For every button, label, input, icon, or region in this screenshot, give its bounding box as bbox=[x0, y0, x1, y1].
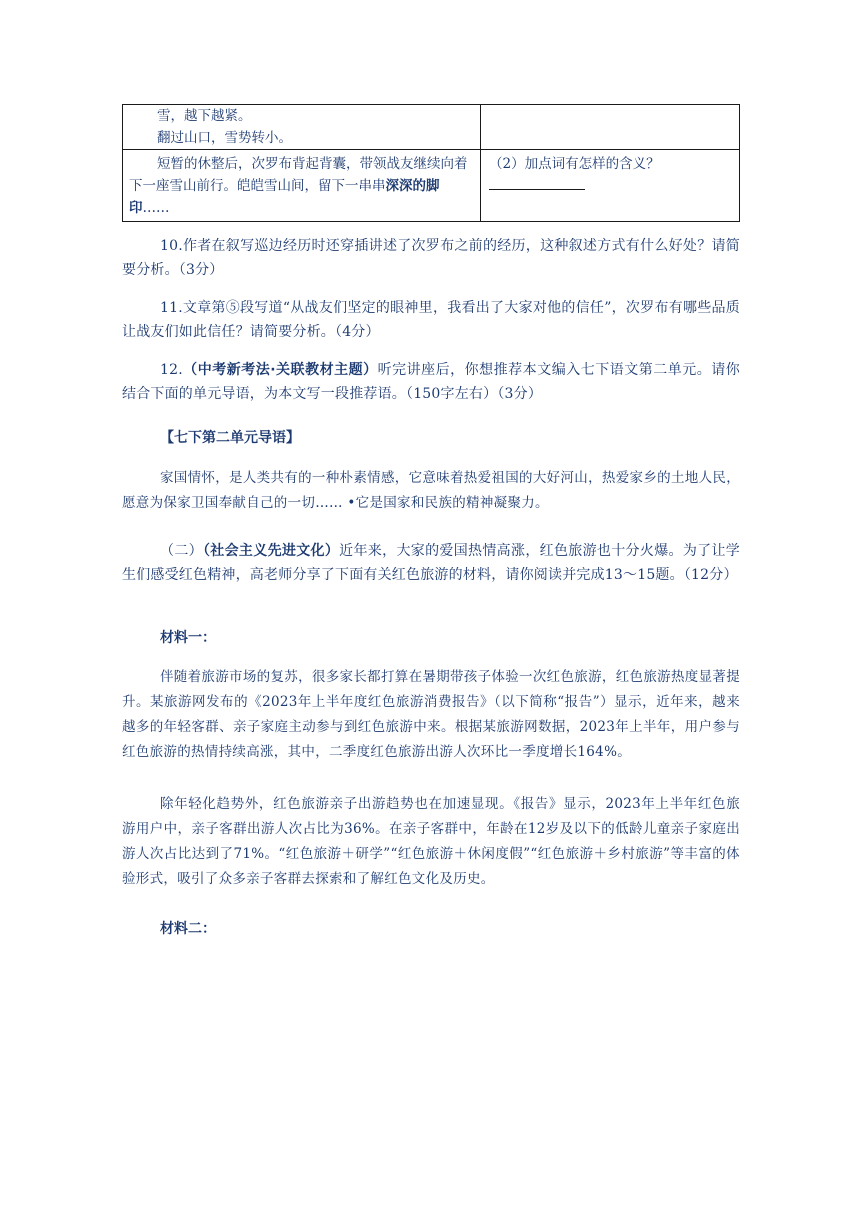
material-one-heading: 材料一： bbox=[160, 630, 216, 646]
question-12-tag: （中考新考法·关联教材主题） bbox=[182, 362, 378, 378]
question-12-number: 12. bbox=[160, 362, 183, 378]
table-cell-text bbox=[123, 105, 481, 150]
unit-guide-heading: 【七下第二单元导语】 bbox=[160, 430, 300, 446]
section-two-tag: （社会主义先进文化） bbox=[202, 543, 340, 559]
reading-table bbox=[122, 104, 740, 222]
table-text-prefix: 短暂的休整后，次罗布背起背囊，带领战友继续向着下一座雪山前行。皑皑雪山间，留下一串串 bbox=[129, 156, 468, 194]
answer-blank[interactable] bbox=[489, 175, 585, 190]
question-11: 11.文章第⑤段写道“从战友们坚定的眼神里，我看出了大家对他的信任”，次罗布有哪些品质让战友们如此信任？请简要分析。（4分） bbox=[122, 300, 740, 340]
table-cell-text bbox=[123, 150, 481, 222]
section-two-text: 近年来，大家的爱国热情高涨，红色旅游也十分火爆。为了让学生们感受红色精神，高老师分享了下面有关红色旅游的材料，请你阅读并完成13～15题。（12分） bbox=[122, 543, 740, 583]
answer-blank-row bbox=[489, 175, 731, 197]
question-10: 10.作者在叙写巡边经历时还穿插讲述了次罗布之前的经历，这种叙述方式有什么好处？请简要分析。（3分） bbox=[122, 238, 740, 278]
unit-guide-text: 家国情怀，是人类共有的一种朴素情感，它意味着热爱祖国的大好河山，热爱家乡的土地人民，愿意为保家卫国奉献自己的一切…… •它是国家和民族的精神凝聚力。 bbox=[122, 470, 740, 511]
table-line: 翻过山口，雪势转小。 bbox=[157, 130, 292, 146]
table-cell-question bbox=[481, 105, 740, 150]
question-12-text: 听完讲座后，你想推荐本文编入七下语文第二单元。请你结合下面的单元导语，为本文写一段推荐语。（150字左右）（3分） bbox=[122, 362, 740, 402]
question-text: （2）加点词有怎样的含义？ bbox=[489, 156, 660, 172]
emphasized-words: 深深的脚印 bbox=[129, 178, 440, 216]
table-line: 雪，越下越紧。 bbox=[157, 108, 252, 124]
table-cell-question bbox=[481, 150, 740, 222]
material-one-paragraph-1: 伴随着旅游市场的复苏，很多家长都打算在暑期带孩子体验一次红色旅游，红色旅游热度显著提升。某旅游网发布的《2023年上半年度红色旅游消费报告》（以下简称“报告”）显示，近年来，越来越多的年轻客群、亲子家庭主动参与到红色旅游中来。根据某旅游网数据，2023年上半年，用户参与红色旅游的热情持续高涨，其中，二季度红色旅游出游人次环比一季度增长164%。 bbox=[122, 669, 740, 760]
table-text-suffix: …… bbox=[142, 200, 170, 216]
section-two-prefix: （二） bbox=[160, 543, 203, 559]
section-two-intro bbox=[122, 539, 740, 587]
table-row bbox=[123, 150, 740, 222]
material-one-paragraph-2: 除年轻化趋势外，红色旅游亲子出游趋势也在加速显现。《报告》显示，2023年上半年红色旅游用户中，亲子客群出游人次占比为36%。在亲子客群中，年龄在12岁及以下的低龄儿童亲子家庭出游人次占比达到了71%。“红色旅游＋研学”“红色旅游＋休闲度假”“红色旅游＋乡村旅游”等丰富的体验形式，吸引了众多亲子客群去探索和了解红色文化及历史。 bbox=[122, 796, 740, 887]
material-two-heading: 材料二： bbox=[160, 921, 216, 937]
table-paragraph bbox=[129, 153, 472, 219]
table-row bbox=[123, 105, 740, 150]
question-12 bbox=[122, 358, 740, 406]
